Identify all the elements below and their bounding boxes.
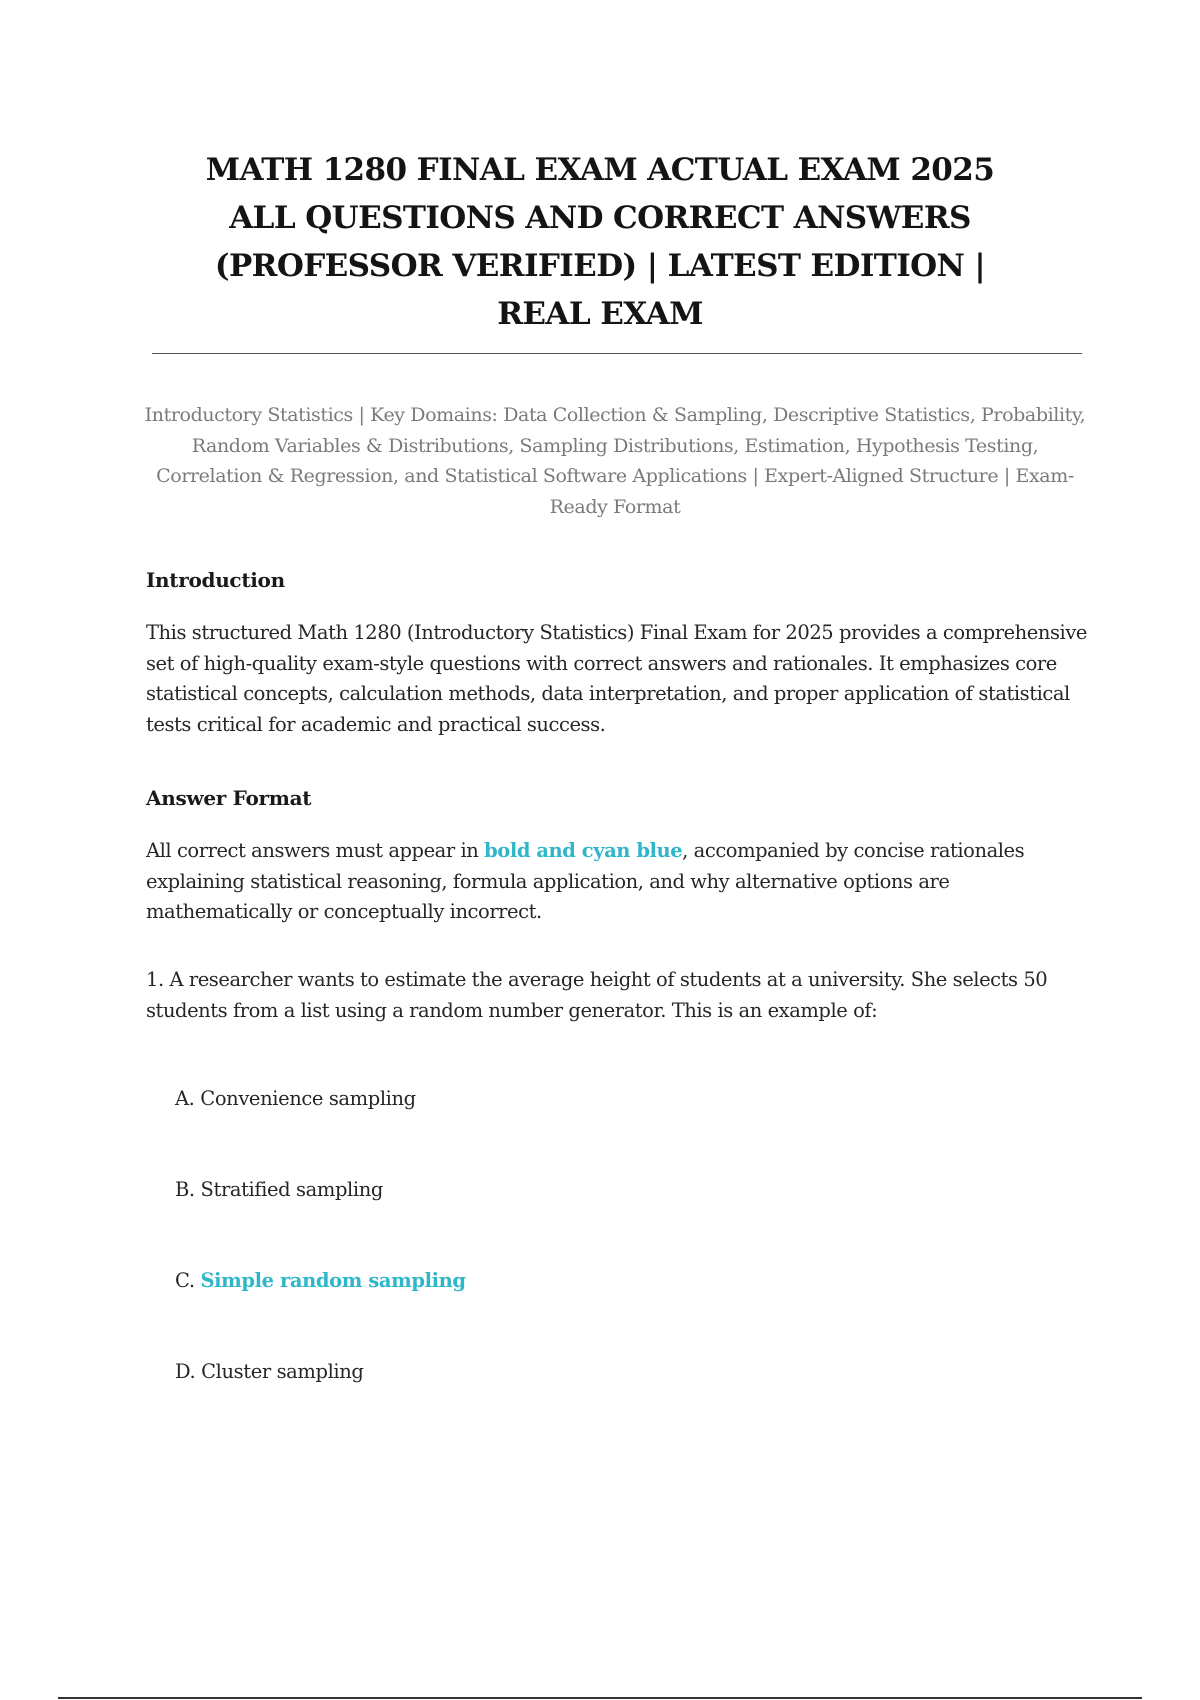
answer-format-highlight: bold and cyan blue [484,839,683,862]
answer-format-text-after: , accompanied by concise rationales explaining statistical reasoning, formula application, and why alternative options are mathematically or conceptually incorrect. [146,839,1025,923]
question-1-option-a [175,1085,416,1113]
document-subtitle: Introductory Statistics | Key Domains: Data Collection & Sampling, Descriptive Statistics, Probability, Random Variables & Distributions, Sampling Distributions, Estimation, Hypothesis Testing, Correlation & Regression, and Statistical Software Applications | Expert-Aligned Structure | Exam-Ready Format [144,404,1086,518]
option-text: Stratified sampling [200,1178,383,1201]
option-letter: C. [175,1269,195,1292]
footer-divider [58,1697,1142,1699]
introduction-text: This structured Math 1280 (Introductory Statistics) Final Exam for 2025 provides a comprehensive set of high-quality exam-style questions with correct answers and rationales. It emphasizes core statistical concepts, calculation methods, data interpretation, and proper application of statistical tests critical for academic and practical success. [146,621,1087,736]
answer-format-text-before: All correct answers must appear in [146,839,485,862]
option-text: Cluster sampling [201,1360,364,1383]
question-1-option-b [175,1176,383,1204]
option-letter: B. [175,1178,195,1201]
document-title: MATH 1280 FINAL EXAM ACTUAL EXAM 2025 ALL QUESTIONS AND CORRECT ANSWERS (PROFESSOR VERIFIED) | LATEST EDITION | REAL EXAM [205,152,995,332]
question-1-option-d [175,1358,364,1386]
answer-format-heading: Answer Format [146,786,312,810]
question-1-stem: 1. A researcher wants to estimate the average height of students at a university. She selects 50 students from a list using a random number generator. This is an example of: [146,968,1048,1022]
option-letter: A. [175,1087,195,1110]
option-letter: D. [175,1360,196,1383]
correct-answer-text: Simple random sampling [200,1269,466,1292]
title-divider [152,353,1082,354]
option-text: Convenience sampling [200,1087,416,1110]
introduction-heading: Introduction [146,568,285,592]
answer-format-text [146,836,1091,928]
question-1-option-c [175,1267,466,1295]
